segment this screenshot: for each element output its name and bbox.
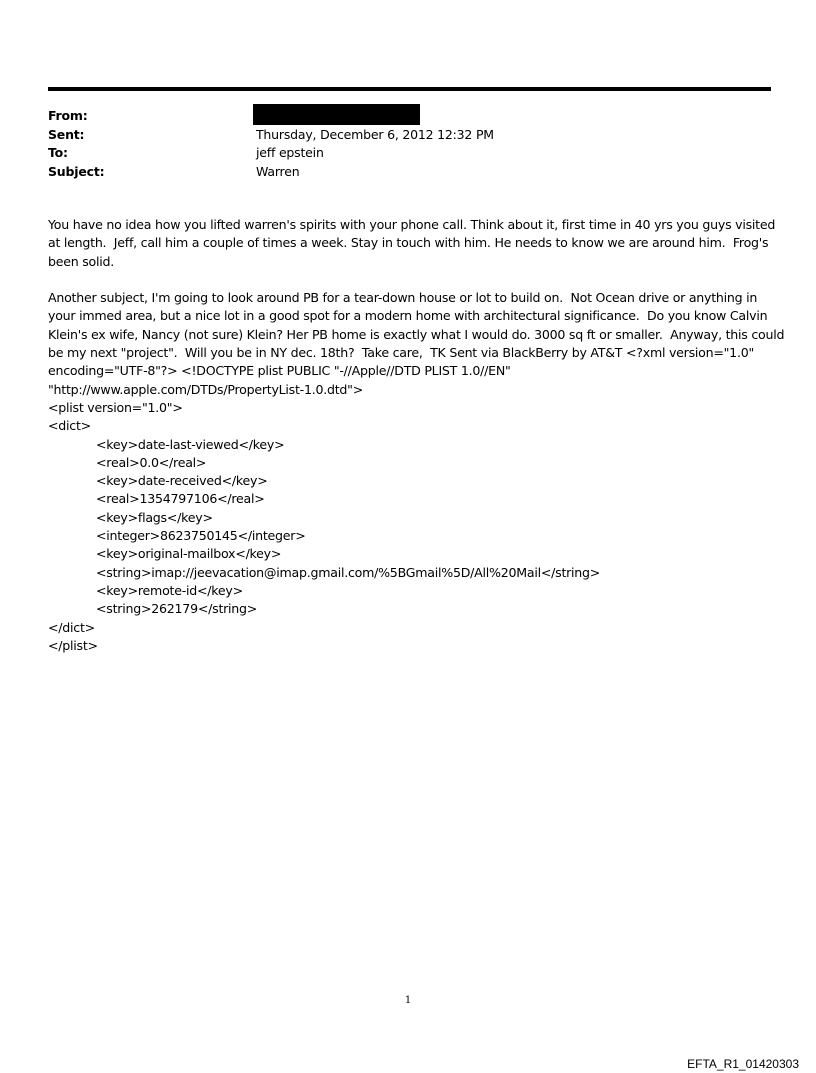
sent-row	[48, 126, 748, 145]
body-paragraph-2	[48, 289, 785, 655]
body-line: <dict>	[48, 418, 91, 434]
body-line: </dict>	[48, 619, 95, 635]
sent-value: Thursday, December 6, 2012 12:32 PM	[256, 126, 494, 142]
body-line: Another subject, I'm going to look around PB for a tear-down house or lot to build on. Not Ocean drive or anything in	[48, 290, 758, 306]
body-line: You have no idea how you lifted warren's spirits with your phone call. Think about it, first time in 40 yrs you guys visited	[48, 217, 776, 232]
body-line: your immed area, but a nice lot in a good spot for a modern home with architectural significance. Do you know Calvin	[48, 308, 768, 324]
body-line: at length. Jeff, call him a couple of times a week. Stay in touch with him. He needs to know we are around him. Frog's	[48, 235, 769, 251]
subject-value: Warren	[256, 163, 300, 179]
email-header	[48, 107, 748, 181]
body-line: "http://www.apple.com/DTDs/PropertyList-1.0.dtd">	[48, 381, 364, 397]
plist-entry: <real>0.0</real>	[96, 454, 207, 470]
redacted-sender	[253, 104, 420, 125]
body-line: been solid.	[48, 253, 114, 269]
to-row	[48, 144, 748, 163]
plist-entry: <key>date-last-viewed</key>	[96, 436, 285, 452]
to-value: jeff epstein	[256, 145, 324, 160]
from-label: From:	[48, 108, 88, 123]
body-line: be my next "project". Will you be in NY dec. 18th? Take care, TK Sent via BlackBerry by AT&T <?xml version="1.0"	[48, 345, 755, 361]
plist-entry: <key>flags</key>	[96, 509, 213, 525]
plist-entry: <key>date-received</key>	[96, 473, 268, 489]
to-label: To:	[48, 145, 68, 160]
plist-entry: <key>original-mailbox</key>	[96, 546, 282, 562]
subject-row	[48, 163, 748, 182]
body-line: <plist version="1.0">	[48, 399, 183, 415]
from-row	[48, 107, 748, 126]
body-line: Klein's ex wife, Nancy (not sure) Klein? Her PB home is exactly what I would do. 3000 sq ft or smaller. Anyway, this could	[48, 326, 785, 342]
sent-label: Sent:	[48, 126, 85, 142]
body-line: encoding="UTF-8"?> <!DOCTYPE plist PUBLIC "-//Apple//DTD PLIST 1.0//EN"	[48, 363, 511, 379]
plist-entry: <string>262179</string>	[96, 601, 258, 617]
email-body	[48, 216, 785, 655]
plist-entry: <key>remote-id</key>	[96, 582, 243, 598]
header-divider	[48, 87, 771, 91]
body-paragraph-1	[48, 216, 778, 271]
plist-entry: <string>imap://jeevacation@imap.gmail.com/%5BGmail%5D/All%20Mail</string>	[96, 564, 601, 580]
plist-entry: <integer>8623750145</integer>	[96, 528, 306, 544]
plist-entry: <real>1354797106</real>	[96, 491, 265, 507]
body-line: </plist>	[48, 637, 98, 653]
subject-label: Subject:	[48, 163, 105, 179]
page-number: 1	[404, 995, 412, 1006]
document-id: EFTA_R1_01420303	[687, 1057, 799, 1071]
